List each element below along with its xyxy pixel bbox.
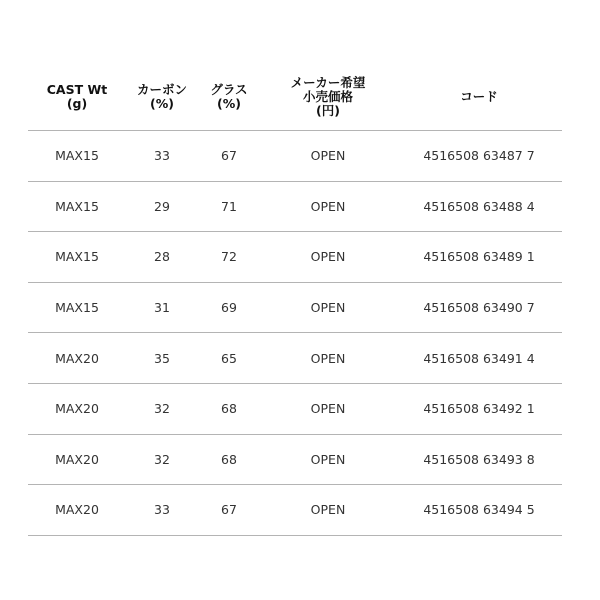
table-row <box>28 131 562 182</box>
cell-price: OPEN <box>310 300 346 316</box>
cell-code: 4516508 63488 4 <box>423 198 535 214</box>
header-line: 小売価格 <box>302 89 353 104</box>
cell-cast-weight: MAX20 <box>55 451 99 467</box>
cell-carbon: 29 <box>154 198 170 214</box>
header-line: コード <box>460 89 498 104</box>
header-line: (%) <box>217 96 241 111</box>
cell-glass: 69 <box>221 300 237 316</box>
cell-cast-weight: MAX15 <box>55 148 99 164</box>
header-line: (g) <box>66 96 88 111</box>
cell-price: OPEN <box>310 350 346 366</box>
header-code <box>396 90 562 104</box>
cell-carbon: 32 <box>154 401 170 417</box>
cell-price: OPEN <box>310 502 346 518</box>
cell-cast-weight: MAX15 <box>55 198 99 214</box>
cell-price: OPEN <box>310 249 346 265</box>
header-line: カーボン <box>136 82 187 97</box>
table-row <box>28 232 562 283</box>
header-line: (円) <box>316 103 340 118</box>
cell-code: 4516508 63492 1 <box>423 401 535 417</box>
cell-price: OPEN <box>310 451 346 467</box>
cell-code: 4516508 63487 7 <box>423 148 535 164</box>
cell-carbon: 33 <box>154 148 170 164</box>
cell-cast-weight: MAX20 <box>55 401 99 417</box>
table-row <box>28 485 562 536</box>
cell-cast-weight: MAX15 <box>55 300 99 316</box>
table-row <box>28 384 562 435</box>
cell-price: OPEN <box>310 401 346 417</box>
cell-carbon: 28 <box>154 249 170 265</box>
header-line: メーカー希望 <box>290 75 366 90</box>
cell-glass: 65 <box>221 350 237 366</box>
cell-carbon: 35 <box>154 350 170 366</box>
header-cast-weight <box>28 83 126 111</box>
cell-glass: 68 <box>221 401 237 417</box>
table-header-row <box>28 64 562 131</box>
cell-code: 4516508 63493 8 <box>423 451 535 467</box>
header-carbon <box>126 83 198 111</box>
cell-carbon: 31 <box>154 300 170 316</box>
spec-table <box>28 64 562 536</box>
header-glass <box>198 83 260 111</box>
cell-code: 4516508 63489 1 <box>423 249 535 265</box>
table-row <box>28 333 562 384</box>
header-retail-price <box>260 76 396 118</box>
cell-cast-weight: MAX20 <box>55 502 99 518</box>
cell-glass: 68 <box>221 451 237 467</box>
header-line: CAST Wt <box>46 82 108 97</box>
cell-glass: 71 <box>221 198 237 214</box>
cell-price: OPEN <box>310 198 346 214</box>
cell-code: 4516508 63491 4 <box>423 350 535 366</box>
table-row <box>28 283 562 334</box>
cell-glass: 67 <box>221 148 237 164</box>
cell-glass: 67 <box>221 502 237 518</box>
cell-code: 4516508 63490 7 <box>423 300 535 316</box>
cell-glass: 72 <box>221 249 237 265</box>
cell-price: OPEN <box>310 148 346 164</box>
cell-cast-weight: MAX20 <box>55 350 99 366</box>
table-row <box>28 435 562 486</box>
cell-code: 4516508 63494 5 <box>423 502 535 518</box>
cell-carbon: 32 <box>154 451 170 467</box>
cell-cast-weight: MAX15 <box>55 249 99 265</box>
header-line: (%) <box>150 96 174 111</box>
cell-carbon: 33 <box>154 502 170 518</box>
header-line: グラス <box>210 82 248 97</box>
table-row <box>28 182 562 233</box>
